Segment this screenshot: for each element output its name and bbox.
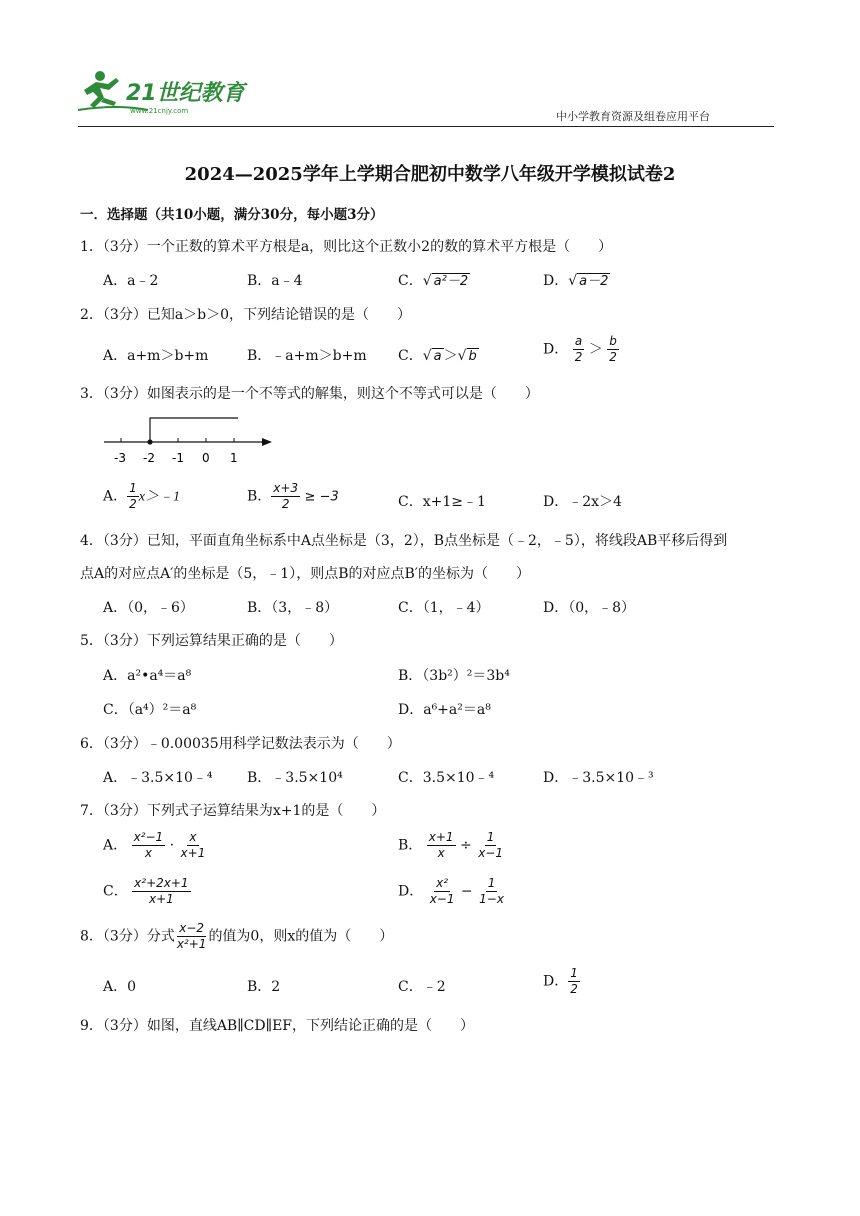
question-9-stem: 9．（3分）如图，直线AB∥CD∥EF，下列结论正确的是（ ）	[80, 1018, 475, 1034]
question-2-stem: 2．（3分）已知a＞b＞0，下列结论错误的是（ ）	[80, 307, 412, 323]
question-8-stem: 8．（3分）分式 $\frac{x-2}{\text{x²+1}}$ 的值为0，则x的值为（ ）	[80, 921, 394, 951]
tick-label: 0	[202, 451, 210, 465]
platform-name: 中小学教育资源及组卷应用平台	[556, 110, 710, 123]
q4-option-a: A．（0，﹣6）	[103, 600, 194, 616]
sqrt-symbol: √ a－2	[568, 273, 609, 289]
q7-option-c: C． $\frac{\text{x²+2x+1}}{x+1}$	[103, 876, 189, 906]
q4-option-b: B．（3，﹣8）	[247, 600, 339, 616]
exam-title: 2024—2025学年上学期合肥初中数学八年级开学模拟试卷2	[184, 164, 676, 185]
question-1-stem: 1．（3分）一个正数的算术平方根是a，则比这个正数小2的数的算术平方根是（ ）	[80, 239, 613, 255]
q5-option-d: D．a⁶+a²＝a⁸	[398, 702, 491, 718]
solution-ray	[150, 418, 238, 442]
tick-label: -1	[172, 451, 184, 465]
q2-option-d: D． $\frac{a}{2}$ ＞ $\frac{b}{2}$	[543, 334, 617, 364]
q1-option-d: D．√ a－2	[543, 270, 610, 290]
q3-option-d: D．﹣2x＞4	[543, 494, 622, 510]
q4-option-c: C．（1，﹣4）	[398, 600, 490, 616]
logo-url: www.21cnjy.com	[130, 107, 189, 115]
q7-option-a: A． $\frac{\text{x²−1}}{x}$ · $\frac{x}{x+1}$	[103, 830, 206, 860]
arrow-icon	[262, 438, 272, 446]
q8-option-d: D． $\frac{1}{2}$	[543, 966, 578, 996]
q5-option-b: B．（3b²）²＝3b⁴	[398, 668, 510, 684]
q4-option-d: D．（0，﹣8）	[543, 600, 636, 616]
q5-option-c: C．（a⁴）²＝a⁸	[103, 702, 197, 718]
q2-option-b: B．﹣a+m＞b+m	[247, 348, 367, 364]
q7-option-d: D． $\frac{\text{x²}}{x-1}$ − $\frac{1}{1-x}$	[398, 876, 504, 906]
q1-option-b: B．a﹣4	[247, 273, 303, 289]
question-3-stem: 3．（3分）如图表示的是一个不等式的解集，则这个不等式可以是（ ）	[80, 386, 539, 402]
q6-option-d: D．﹣3.5×10﹣³	[543, 770, 654, 786]
q5-option-a: A．a²•a⁴＝a⁸	[103, 668, 192, 684]
q6-option-c: C．3.5×10﹣⁴	[398, 770, 495, 786]
question-5-stem: 5．（3分）下列运算结果正确的是（ ）	[80, 633, 343, 649]
section-heading: 一．选择题（共10小题，满分30分，每小题3分）	[80, 207, 384, 223]
q1-option-c: C．√ a²－2	[398, 270, 470, 290]
q7-option-b: B． $\frac{x+1}{x}$ ÷ $\frac{1}{x-1}$	[398, 830, 503, 860]
number-line-figure	[100, 412, 280, 470]
tick-label: 1	[230, 451, 238, 465]
tick-label: -2	[143, 451, 155, 465]
q2-option-a: A．a+m＞b+m	[103, 348, 209, 364]
question-6-stem: 6．（3分）﹣0.00035用科学记数法表示为（ ）	[80, 736, 401, 752]
q6-option-b: B．﹣3.5×10⁴	[247, 770, 343, 786]
q8-option-a: A．0	[103, 979, 137, 995]
q2-option-c: C．√ a ＞√ b	[398, 348, 477, 364]
question-4-line-1: 4．（3分）已知，平面直角坐标系中A点坐标是（3，2），B点坐标是（﹣2，﹣5），将线段AB平移后得到	[80, 533, 728, 549]
q3-option-a: A． $\frac{1}{2}$ x＞﹣1	[103, 481, 180, 511]
q6-option-a: A．﹣3.5×10﹣⁴	[103, 770, 213, 786]
sqrt-symbol: √ a²－2	[422, 273, 469, 289]
question-4-line-2: 点A的对应点A′的坐标是（5，﹣1），则点B的对应点B′的坐标为（ ）	[80, 566, 530, 582]
tick-label: -3	[114, 451, 126, 465]
header-divider	[78, 126, 774, 127]
site-logo	[78, 68, 258, 118]
question-7-stem: 7．（3分）下列式子运算结果为x+1的是（ ）	[80, 803, 386, 819]
q8-option-b: B．2	[247, 979, 281, 995]
q3-option-c: C．x+1≥﹣1	[398, 494, 486, 510]
q3-option-b: B． $\frac{x+3}{2}$ ≥ −3	[247, 481, 339, 511]
q1-option-a: A．a﹣2	[103, 273, 159, 289]
logo-text: 21世纪教育	[126, 81, 245, 106]
q8-option-c: C．﹣2	[398, 979, 446, 995]
